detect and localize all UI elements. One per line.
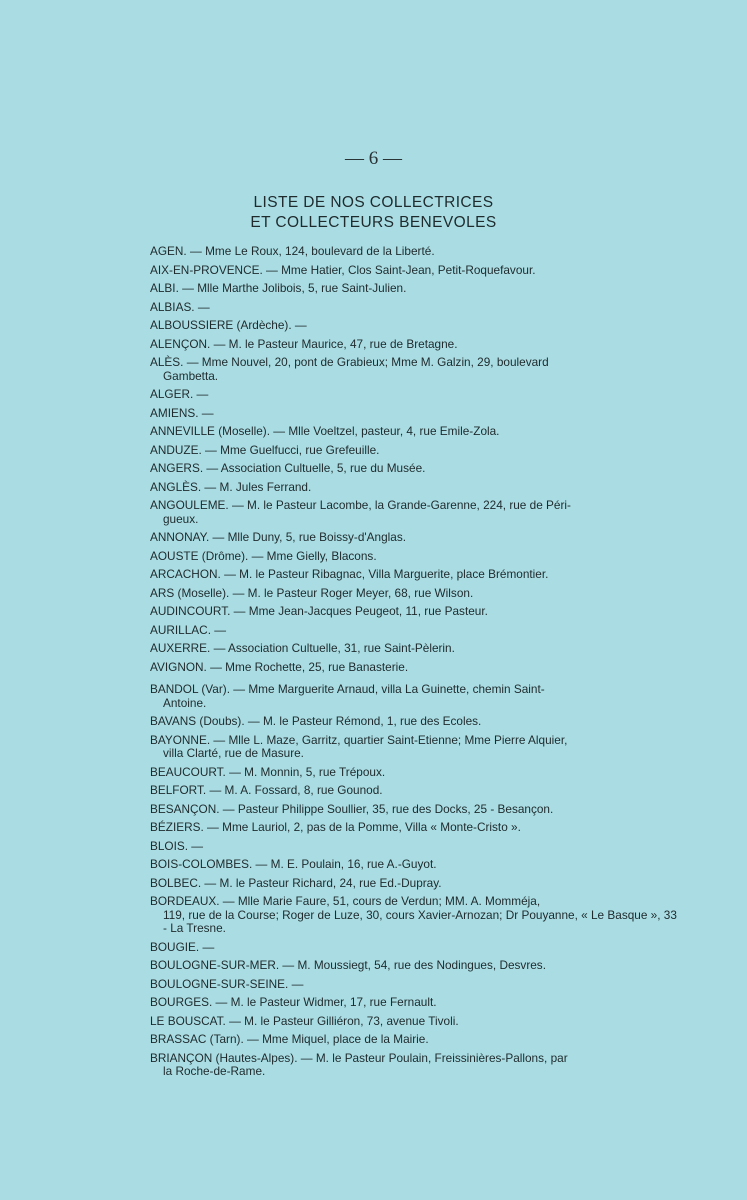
collector-details-continued: la Roche-de-Rame. [163, 1064, 266, 1078]
collector-details: — Association Cultuelle, 5, rue du Musée. [203, 461, 426, 475]
collector-details-continued: 119, rue de la Course; Roger de Luze, 30, cours Xavier-Arnozan; Dr Pouyanne, « Le Basque », 33 - La Tresne. [163, 907, 677, 935]
page-number: — 6 — [345, 148, 402, 169]
city-name: ALGER. [150, 387, 194, 401]
list-item [150, 587, 678, 601]
collector-details: — M. le Pasteur Gilliéron, 73, avenue Tivoli. [225, 1013, 459, 1028]
city-name: ANDUZE. [150, 442, 202, 457]
list-item [150, 978, 678, 992]
page-title [0, 193, 747, 233]
city-name: ANGERS. [150, 461, 204, 475]
list-item [150, 661, 678, 675]
city-name: BELFORT. [150, 783, 207, 797]
list-item [150, 784, 678, 798]
list-item [150, 499, 678, 526]
collector-details: — Association Cultuelle, 31, rue Saint-Pèlerin. [210, 641, 455, 655]
collector-details: — Mme Rochette, 25, rue Banasterie. [206, 659, 409, 674]
collector-details: — Mme Jean-Jacques Peugeot, 11, rue Pasteur. [230, 604, 488, 618]
collector-details: — M. Jules Ferrand. [201, 479, 312, 494]
list-item [150, 734, 678, 761]
city-name: BAVANS (Doubs). [150, 714, 245, 728]
collector-details: — Mlle Marthe Jolibois, 5, rue Saint-Julien. [178, 281, 407, 295]
list-item [150, 356, 678, 383]
collector-details: — M. le Pasteur Maurice, 47, rue de Bretagne. [210, 336, 458, 351]
collector-details: — [198, 405, 214, 420]
collector-details: — [288, 976, 304, 991]
collector-details: — [188, 838, 204, 853]
list-item [150, 301, 678, 315]
collector-details: — [199, 939, 215, 954]
list-item [150, 481, 678, 495]
city-name: BÉZIERS. [150, 820, 204, 834]
list-item [150, 715, 678, 729]
collector-details: — Mlle Duny, 5, rue Boissy-d'Anglas. [209, 530, 406, 544]
collector-details: — [194, 299, 210, 314]
list-item [150, 444, 678, 458]
collector-details-continued: Antoine. [163, 695, 207, 710]
list-item [150, 1033, 678, 1047]
city-name: ALÈS. [150, 355, 184, 369]
collector-details: — M. le Pasteur Widmer, 17, rue Fernault. [212, 995, 437, 1009]
collector-list [150, 245, 678, 1084]
list-item [150, 803, 678, 817]
collector-details: — Mme Le Roux, 124, boulevard de la Liberté. [186, 244, 435, 258]
list-item [150, 407, 678, 421]
list-item [150, 840, 678, 854]
collector-details: — [193, 387, 209, 401]
city-name: AVIGNON. [150, 659, 207, 674]
list-item [150, 319, 678, 333]
collector-details: — M. le Pasteur Poulain, Freissinières-Pallons, par [297, 1050, 568, 1065]
city-name: AUXERRE. [150, 641, 211, 655]
list-item [150, 425, 678, 439]
list-item [150, 766, 678, 780]
city-name: ALBOUSSIERE (Ardèche). [150, 318, 292, 332]
list-item [150, 1052, 678, 1079]
list-item [150, 858, 678, 872]
collector-details: — [291, 318, 307, 332]
collector-details: — Mlle Voeltzel, pasteur, 4, rue Emile-Zola. [269, 424, 500, 438]
city-name: BLOIS. [150, 838, 189, 853]
list-item [150, 821, 678, 835]
title-line-1: LISTE DE NOS COLLECTRICES [253, 194, 494, 211]
collector-details: — M. le Pasteur Ribagnac, Villa Marguerite, place Brémontier. [220, 567, 549, 581]
city-name: AIX-EN-PROVENCE. [150, 262, 263, 277]
city-name: BRASSAC (Tarn). [150, 1032, 244, 1046]
list-item [150, 245, 678, 259]
city-name: BOUGIE. [150, 939, 200, 954]
city-name: BEAUCOURT. [150, 764, 226, 779]
collector-details: — [210, 622, 227, 637]
list-item [150, 388, 678, 402]
city-name: BOLBEC. [150, 875, 202, 890]
list-item [150, 568, 678, 582]
collector-details: — M. le Pasteur Roger Meyer, 68, rue Wilson. [229, 585, 474, 600]
city-name: BANDOL (Var). [150, 682, 230, 696]
collector-details: — Mme Hatier, Clos Saint-Jean, Petit-Roquefavour. [262, 262, 536, 277]
city-name: ANGLÈS. [150, 479, 202, 494]
collector-details: — Mlle Marie Faure, 51, cours de Verdun; MM. A. Momméja, [219, 894, 541, 908]
collector-details: — M. le Pasteur Rémond, 1, rue des Ecoles. [244, 714, 482, 728]
list-item [150, 959, 678, 973]
collector-details-continued: gueux. [163, 511, 199, 526]
city-name: ALBI. [150, 281, 179, 295]
list-item [150, 531, 678, 545]
collector-details: — M. Moussiegt, 54, rue des Nodingues, Desvres. [279, 958, 546, 972]
list-item [150, 338, 678, 352]
list-item [150, 996, 678, 1010]
collector-details: — M. A. Fossard, 8, rue Gounod. [206, 783, 383, 797]
collector-details: — Mme Marguerite Arnaud, villa La Guinette, chemin Saint- [229, 682, 545, 696]
city-name: BESANÇON. [150, 801, 220, 816]
city-name: BRIANÇON (Hautes-Alpes). [150, 1050, 298, 1065]
collector-details: — Mme Nouvel, 20, pont de Grabieux; Mme M. Galzin, 29, boulevard [183, 355, 549, 369]
collector-details-continued: Gambetta. [163, 368, 219, 383]
city-name: ALBIAS. [150, 299, 195, 314]
collector-details-continued: villa Clarté, rue de Masure. [163, 746, 304, 760]
list-item [150, 683, 678, 710]
collector-details: — M. le Pasteur Richard, 24, rue Ed.-Dupray. [201, 875, 442, 890]
city-name: BOURGES. [150, 995, 213, 1009]
collector-details: — M. le Pasteur Lacombe, la Grande-Garenne, 224, rue de Péri- [228, 498, 571, 512]
city-name: BAYONNE. [150, 732, 211, 747]
list-item [150, 605, 678, 619]
collector-details: — Mme Lauriol, 2, pas de la Pomme, Villa « Monte-Cristo ». [203, 820, 521, 834]
list-item [150, 550, 678, 564]
city-name: BOIS-COLOMBES. [150, 857, 253, 871]
city-name: ANNEVILLE (Moselle). [150, 424, 270, 438]
collector-details: — Mme Miquel, place de la Mairie. [243, 1032, 429, 1046]
title-line-2: ET COLLECTEURS BENEVOLES [250, 214, 497, 231]
city-name: BOULOGNE-SUR-MER. [150, 958, 280, 972]
collector-details: — Mme Gielly, Blacons. [248, 548, 377, 563]
city-name: ARS (Moselle). [150, 585, 230, 600]
list-item [150, 895, 678, 936]
city-name: ANGOULEME. [150, 498, 229, 512]
city-name: ALENÇON. [150, 336, 211, 351]
city-name: BOULOGNE-SUR-SEINE. [150, 976, 289, 991]
collector-details: — M. E. Poulain, 16, rue A.-Guyot. [252, 857, 437, 871]
collector-details: — Mme Guelfucci, rue Grefeuille. [201, 442, 380, 457]
city-name: AURILLAC. [150, 622, 211, 637]
list-item [150, 462, 678, 476]
city-name: BORDEAUX. [150, 894, 220, 908]
list-item [150, 877, 678, 891]
list-item [150, 941, 678, 955]
list-item [150, 282, 678, 296]
collector-details: — Pasteur Philippe Soullier, 35, rue des Docks, 25 - Besançon. [219, 801, 554, 816]
list-item [150, 642, 678, 656]
city-name: AGEN. [150, 244, 187, 258]
collector-details: — Mlle L. Maze, Garritz, quartier Saint-Etienne; Mme Pierre Alquier, [210, 732, 568, 747]
collector-details: — M. Monnin, 5, rue Trépoux. [225, 764, 386, 779]
list-item [150, 264, 678, 278]
city-name: AMIENS. [150, 405, 199, 420]
city-name: AUDINCOURT. [150, 604, 231, 618]
city-name: ANNONAY. [150, 530, 210, 544]
city-name: ARCACHON. [150, 567, 221, 581]
list-item [150, 1015, 678, 1029]
city-name: LE BOUSCAT. [150, 1013, 226, 1028]
city-name: AOUSTE (Drôme). [150, 548, 249, 563]
list-item [150, 624, 678, 638]
